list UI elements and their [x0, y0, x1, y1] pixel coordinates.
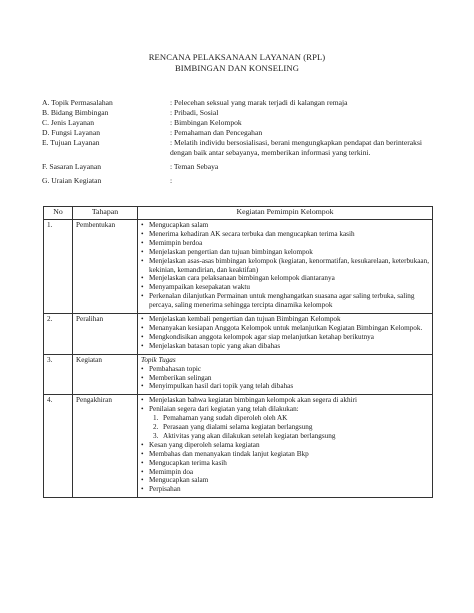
row-stage: Pembentukan — [73, 220, 138, 314]
row-number: 1. — [44, 220, 73, 314]
info-row-activity — [42, 176, 442, 186]
info-key: B. Bidang Bimbingan — [42, 108, 109, 117]
info-key: G. Uraian Kegiatan — [42, 176, 102, 185]
list-item: • Menjelaskan asas-asas bimbingan kelompok (kegiatan, kenormatifan, kesukarelaan, keterbukaan, kekinian, kemandirian, dan keaktifan) — [141, 257, 429, 275]
list-item: • Menyampaikan kesepakatan waktu — [141, 283, 429, 292]
info-key: A. Topik Permasalahan — [42, 98, 113, 107]
evaluation-list — [141, 414, 429, 441]
list-item: • Mengkondisikan anggota kelompok agar siap melanjutkan ketahap berikutnya — [141, 333, 429, 342]
info-value: : Melatih individu bersosialisasi, berani mengungkapkan pendapat dan berinteraksi dengan baik antar sebayanya, memberikan informasi yang terkini. — [170, 138, 423, 157]
info-value: : Bimbingan Kelompok — [170, 118, 242, 127]
table-row — [44, 220, 433, 314]
list-item: • Memberikan selingan — [141, 374, 429, 383]
info-row-field — [42, 108, 442, 118]
row-number: 2. — [44, 314, 73, 355]
item-text: Aktivitas yang akan dilakukan setelah kegiatan berlangsung — [163, 431, 336, 440]
list-item: • Memimpin berdoa — [141, 239, 429, 248]
row-activities — [138, 220, 433, 314]
header-stage: Tahapan — [73, 207, 138, 220]
info-value: : Pelecehan seksual yang marak terjadi di kalangan remaja — [170, 98, 348, 107]
row-number: 4. — [44, 395, 73, 498]
header-activity: Kegiatan Pemimpin Kelompok — [138, 207, 433, 220]
info-row-type — [42, 118, 442, 128]
list-item: • Pembahasan topic — [141, 365, 429, 374]
row-stage: Pengakhiran — [73, 395, 138, 498]
row-activities — [138, 314, 433, 355]
list-item: • Penilaian segera dari kegiatan yang telah dilakukan: — [141, 405, 429, 414]
list-item: • Perpisahan — [141, 485, 429, 494]
numbered-item — [153, 414, 429, 423]
topic-subheading: Topik Tugas — [141, 355, 176, 364]
row-activities — [138, 354, 433, 395]
list-item: • Mengucapkan terima kasih — [141, 459, 429, 468]
item-number: 2. — [153, 423, 159, 432]
list-item: • Perkenalan dilanjutkan Permainan untuk menghangatkan suasana agar saling terbuka, saling percaya, saling menerima sehingga tercipta dinamika kelompok — [141, 292, 429, 310]
header-no: No — [44, 207, 73, 220]
row-number: 3. — [44, 354, 73, 395]
row-stage: Kegiatan — [73, 354, 138, 395]
list-item: • Menjelaskan bahwa kegiatan bimbingan kelompok akan segera di akhiri — [141, 396, 429, 405]
info-row-goal — [42, 138, 442, 158]
table-row — [44, 314, 433, 355]
info-row-topic — [42, 98, 442, 108]
info-key: C. Jenis Layanan — [42, 118, 95, 127]
list-item: • Menjelaskan batasan topic yang akan dibahas — [141, 342, 429, 351]
item-number: 3. — [153, 431, 159, 440]
list-item: • Menyimpulkan hasil dari topik yang telah dibahas — [141, 382, 429, 391]
activity-table — [43, 206, 433, 498]
row-stage: Peralihan — [73, 314, 138, 355]
table-row — [44, 354, 433, 395]
info-key: E. Tujuan Layanan — [42, 138, 100, 147]
item-number: 1. — [153, 414, 159, 423]
item-text: Pemahaman yang sudah diperoleh oleh AK — [163, 414, 288, 423]
numbered-item — [153, 423, 429, 432]
table-header-row — [44, 207, 433, 220]
info-key: D. Fungsi Layanan — [42, 128, 100, 137]
item-text: Perasaan yang dialami selama kegiatan berlangsung — [163, 423, 313, 432]
info-section — [42, 98, 442, 186]
info-key: F. Sasaran Layanan — [42, 162, 102, 171]
info-value: : — [170, 176, 173, 185]
numbered-item — [153, 431, 429, 441]
info-value: : Pemahaman dan Pencegahan — [170, 128, 263, 137]
list-item: • Menanyakan kesiapan Anggota Kelompok untuk melanjutkan Kegiatan Bimbingan Kelompok. — [141, 324, 429, 333]
row-activities — [138, 395, 433, 498]
info-row-function — [42, 128, 442, 138]
info-value: : Pribadi, Sosial — [170, 108, 219, 117]
list-item: • Mengucapkan salam — [141, 476, 429, 485]
info-row-target — [42, 162, 442, 172]
list-item: • Menjelaskan pengertian dan tujuan bimbingan kelompok — [141, 248, 429, 257]
document-subtitle: BIMBINGAN DAN KONSELING — [174, 63, 300, 73]
info-value: : Teman Sebaya — [170, 162, 219, 171]
list-item: • Membahas dan menanyakan tindak lanjut kegiatan Bkp — [141, 450, 429, 459]
list-item: • Menerima kehadiran AK secara terbuka dan mengucapkan terima kasih — [141, 230, 429, 239]
list-item: • Memimpin doa — [141, 468, 429, 477]
list-item: • Mengucapkan salam — [141, 221, 429, 230]
document-title: RENCANA PELAKSANAAN LAYANAN (RPL) — [148, 52, 326, 62]
list-item: • Menjelaskan cara pelaksanaan bimbingan kelompok diantaranya — [141, 274, 429, 283]
list-item: • Menjelaskan kembali pengertian dan tujuan Bimbingan Kelompok — [141, 315, 429, 324]
table-row — [44, 395, 433, 498]
list-item: • Kesan yang diperoleh selama kegiatan — [141, 441, 429, 450]
